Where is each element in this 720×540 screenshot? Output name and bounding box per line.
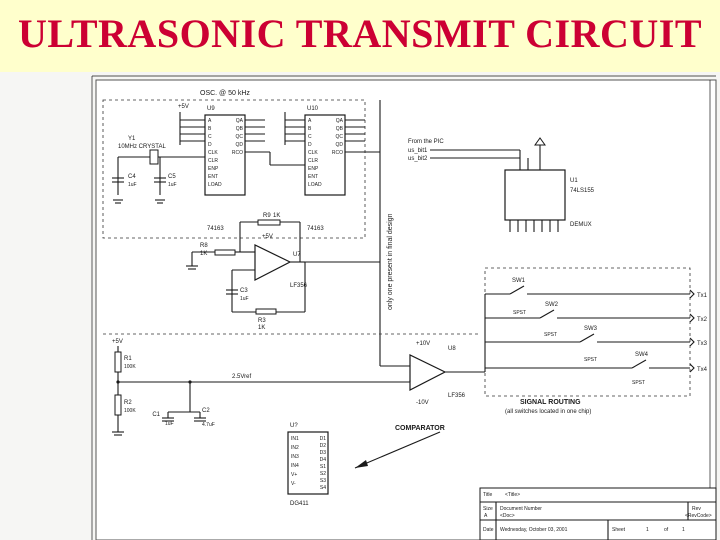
sw3-label: SW3 [584,326,598,332]
tx4-label: Tx4 [697,367,708,373]
u8-vpos: +10V [416,341,431,347]
c3-value: 1uF [240,296,249,302]
u10-left-pin-0: A [308,118,312,124]
u9-right-pin-0: QA [235,118,243,124]
u9-left-pin-1: B [208,126,212,132]
tb-of-value: 1 [682,527,685,533]
c5-ref: C5 [168,174,176,180]
from-pic: From the PIC [408,139,444,145]
c4-ref: C4 [128,174,136,180]
u10-right-pin-3: QD [335,142,343,148]
dg-right-pin-5: S2 [319,471,326,477]
u10-right-pin-1: QB [335,126,343,132]
tb-date-value: Wednesday, October 03, 2001 [500,527,568,533]
tb-of-label: of [664,527,669,533]
dg-left-pin-5: V- [291,481,296,487]
title-block [480,488,716,540]
u9-ref: U9 [207,106,215,112]
c3-ref: C3 [240,288,248,294]
dg-right-pin-6: S3 [319,478,326,484]
u9-left-pin-3: D [208,142,212,148]
r8-value: 1K [200,251,208,257]
tb-title-value: <Title> [505,492,521,498]
u10-right-pin-0: QA [335,118,343,124]
r8-ref: R8 [200,243,208,249]
schematic-scan [0,72,720,540]
u10-right-pin-4: RCO [331,150,343,156]
ref-supply: +5V [112,339,123,345]
tb-rev-value: <RevCode> [685,513,712,519]
r3-ref: R3 [258,318,266,324]
c1-value: 1uF [165,421,174,427]
sw1-type: SPST [513,310,527,316]
title-banner [0,0,720,73]
u9-left-pin-5: CLR [208,158,219,164]
u7-part: LF356 [290,283,308,289]
dg-part: DG411 [290,501,309,507]
u10-left-pin-7: ENT [308,174,318,180]
slide-title: ULTRASONIC TRANSMIT CIRCUIT [17,11,703,56]
sw3-type: SPST [584,357,598,363]
u8-ref: U8 [448,346,456,352]
tx3-label: Tx3 [697,341,708,347]
dg-left-pin-4: V+ [291,472,298,478]
u9-right-pin-3: QD [235,142,243,148]
osc-note: OSC. @ 50 kHz [200,90,250,97]
c2-ref: C2 [202,408,210,414]
tb-rev-label: Rev [692,506,701,512]
u10-left-pin-6: ENP [308,166,319,172]
r9-value: 1K [273,213,281,219]
u10-left-pin-5: CLR [308,158,319,164]
u10-ref: U10 [307,106,319,112]
schematic-diagram [0,72,720,540]
dg-ref: U? [290,423,298,429]
sw4-type: SPST [632,380,646,386]
sw2-type: SPST [544,332,558,338]
c4-value: 1uF [128,182,137,188]
r9-ref: R9 [263,213,271,219]
r1-value: 100K [124,364,136,370]
u10-left-pin-8: LOAD [308,182,322,188]
tb-date-label: Date [483,527,494,533]
dg-right-pin-4: S1 [319,464,326,470]
y1-ref: Y1 [128,136,136,142]
vertical-note: only one present in final design [387,213,394,310]
u1-sub: DEMUX [570,222,592,228]
r2-value: 100K [124,408,136,414]
u7-supply: +5V [262,234,273,240]
dg-right-pin-0: D1 [319,436,326,442]
c5-value: 1uF [168,182,177,188]
u8-part: LF356 [448,393,466,399]
pic-line-2: us_bit2 [408,156,428,162]
u9-left-pin-7: ENT [208,174,218,180]
u7-ref: U7 [293,252,301,258]
u9-right-pin-2: QC [235,134,243,140]
dg-right-pin-2: D3 [319,450,326,456]
tb-doc-value: <Doc> [500,513,515,519]
u9-left-pin-4: CLK [208,150,218,156]
dg-left-pin-0: IN1 [291,436,299,442]
u9-left-pin-6: ENP [208,166,219,172]
sw4-label: SW4 [635,352,649,358]
u8-vneg: -10V [416,400,429,406]
routing-note: (all switches located in one chip) [505,409,592,415]
tb-sheet-value: 1 [646,527,649,533]
u9-left-pin-8: LOAD [208,182,222,188]
dg-left-pin-1: IN2 [291,445,299,451]
tb-doc-label: Document Number [500,506,542,512]
vref-label: 2.5Vref [232,374,252,380]
u1-part: 74LS155 [570,188,595,194]
r3-value: 1K [258,325,266,331]
u10-left-pin-1: B [308,126,312,132]
c2-value: 4.7uF [202,422,215,428]
y1-value: 10MHz CRYSTAL [118,144,166,150]
tb-sheet-label: Sheet [612,527,626,533]
u10-left-pin-3: D [308,142,312,148]
u10-right-pin-2: QC [335,134,343,140]
dg-left-pin-3: IN4 [291,463,299,469]
u9-left-pin-0: A [208,118,212,124]
u1-ref: U1 [570,178,578,184]
sw1-label: SW1 [512,278,526,284]
u9-part: 74163 [207,226,224,232]
dg-left-pin-2: IN3 [291,454,299,460]
tb-title-label: Title [483,492,493,498]
u10-part: 74163 [307,226,324,232]
u10-left-pin-4: CLK [308,150,318,156]
r1-ref: R1 [124,356,132,362]
tb-size-label: Size [483,506,493,512]
dg-right-pin-7: S4 [319,485,326,491]
routing-title: SIGNAL ROUTING [520,399,581,406]
tx2-label: Tx2 [697,317,708,323]
u9-right-pin-4: RCO [231,150,243,156]
dg-right-pin-3: D4 [319,457,326,463]
u9-left-pin-2: C [208,134,212,140]
tx1-label: Tx1 [697,293,708,299]
dg-right-pin-1: D2 [319,443,326,449]
sw2-label: SW2 [545,302,559,308]
u9-right-pin-1: QB [235,126,243,132]
tb-size-value: A [484,513,488,519]
comparator-label: COMPARATOR [395,425,445,432]
c1-ref: C1 [152,412,160,418]
r2-ref: R2 [124,400,132,406]
u10-left-pin-2: C [308,134,312,140]
pic-line-1: us_bit1 [408,148,428,154]
u9-supply: +5V [178,104,189,110]
sheet-frame [96,80,716,540]
